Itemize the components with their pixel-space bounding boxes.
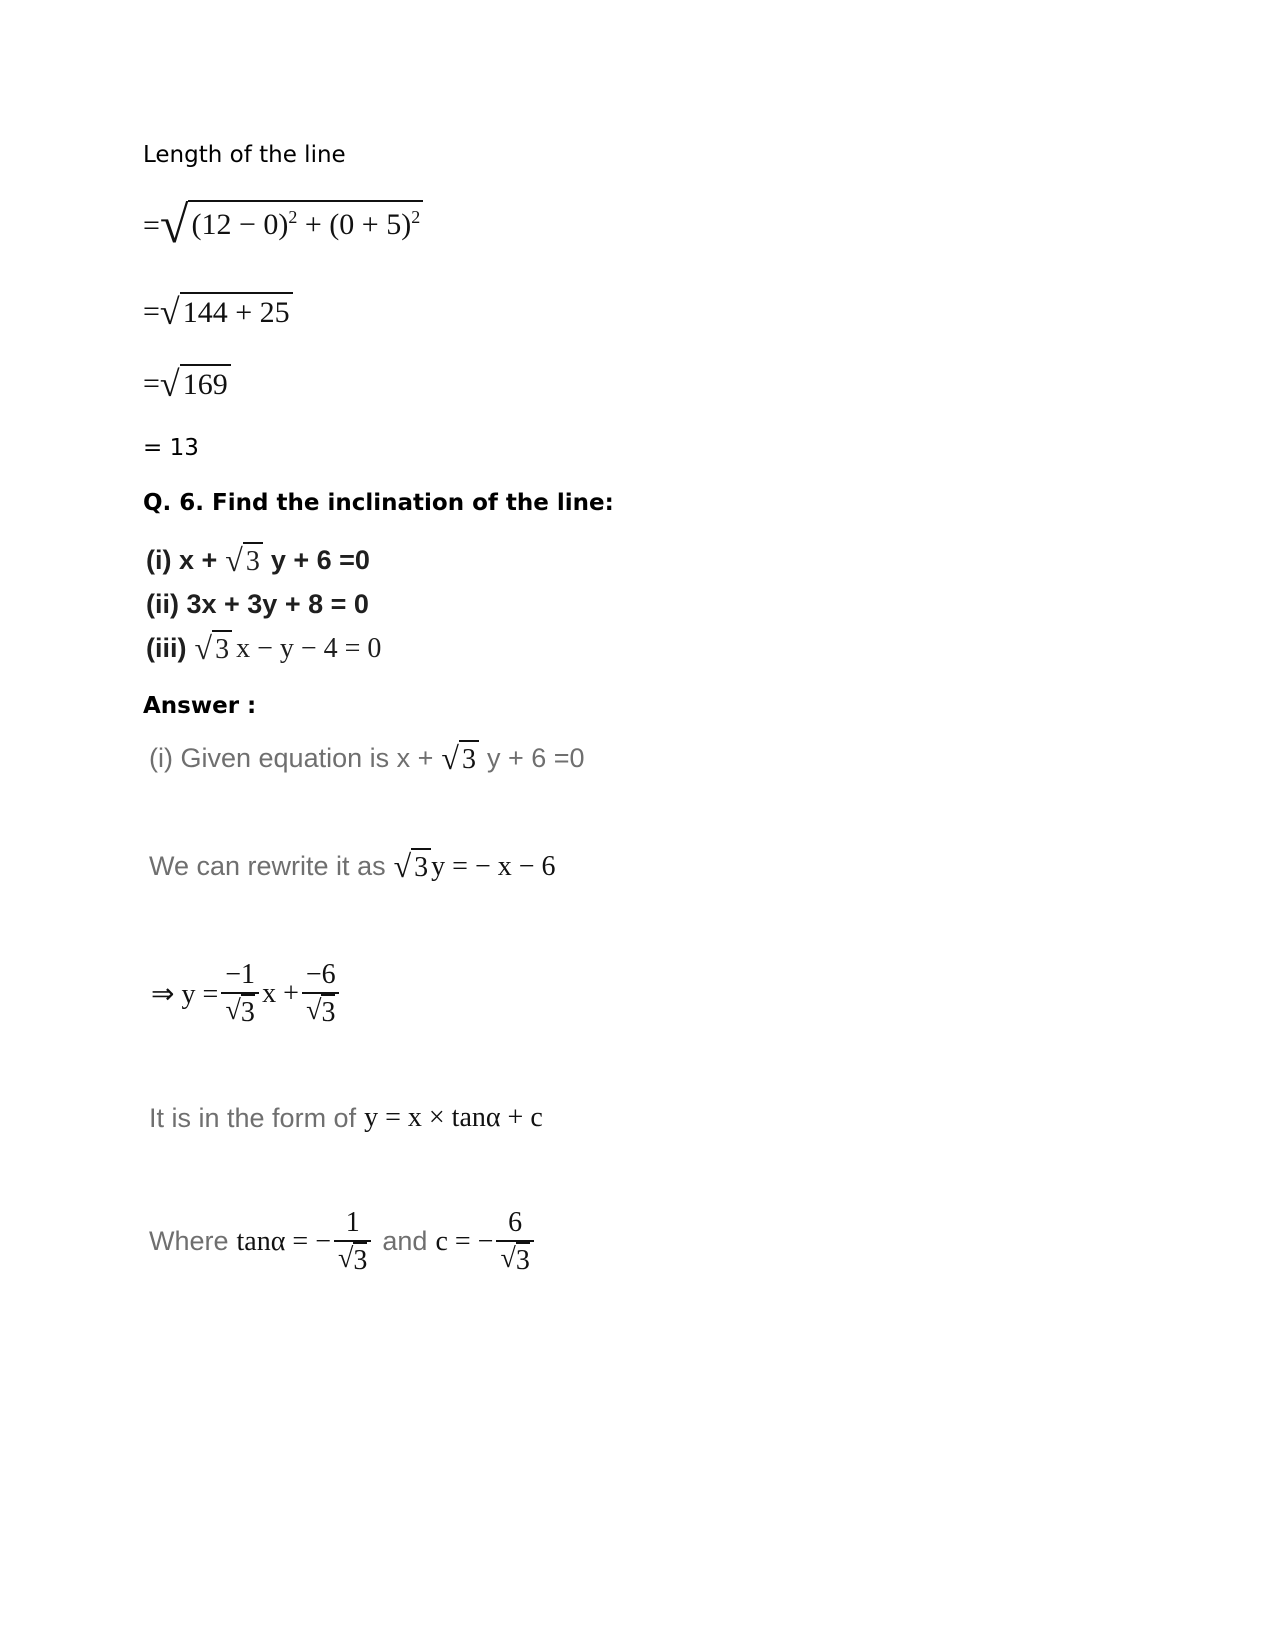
sqrt-expression	[441, 740, 479, 777]
sqrt-expression	[160, 292, 293, 332]
answer-form	[149, 1102, 543, 1134]
fraction-denominator	[221, 992, 258, 1030]
radicand: 3	[212, 630, 232, 667]
sqrt-icon: √	[159, 197, 189, 254]
radicand: 144 + 25	[180, 292, 293, 332]
sqrt-expression	[225, 542, 263, 579]
radicand: 3	[353, 1242, 367, 1278]
sqrt-expression	[159, 197, 423, 254]
sqrt-icon: √	[225, 994, 241, 1026]
fraction-1	[334, 1206, 371, 1277]
question-title: Q. 6. Find the inclination of the line:	[143, 490, 614, 516]
radicand: 169	[180, 364, 231, 404]
radicand: 3	[241, 994, 255, 1030]
rewrite-rest: y = − x − 6	[431, 850, 556, 882]
fraction-2	[302, 958, 340, 1029]
sqrt-icon: √	[500, 1242, 516, 1274]
where-text: Where	[149, 1226, 229, 1257]
where-c: c = −	[435, 1225, 494, 1257]
radicand	[188, 200, 423, 252]
where-tan: tanα = −	[236, 1225, 331, 1257]
fraction-numerator: −6	[305, 959, 336, 990]
sqrt-expression	[160, 364, 231, 404]
length-heading: Length of the line	[143, 142, 346, 168]
radicand: 3	[243, 542, 263, 579]
sqrt-icon: √	[159, 364, 180, 404]
equals-sign: =	[143, 367, 160, 400]
implies-mid: x +	[262, 977, 299, 1009]
answer-given	[149, 740, 585, 777]
part-iii-label: (iii)	[146, 633, 187, 663]
form-text: It is in the form of	[149, 1102, 357, 1133]
sqrt-icon: √	[393, 848, 412, 884]
sqrt-icon: √	[225, 542, 243, 578]
radicand: 3	[516, 1242, 530, 1278]
where-and: and	[382, 1226, 428, 1257]
fraction-denominator	[302, 992, 339, 1030]
sqrt-icon: √	[159, 292, 180, 332]
sqrt-icon: √	[306, 994, 322, 1026]
fraction-denominator	[496, 1240, 533, 1278]
radicand: 3	[411, 848, 431, 885]
question-part-i	[146, 542, 370, 579]
fraction-numerator: 1	[345, 1207, 360, 1238]
answer-where	[149, 1206, 537, 1277]
equals-sign: =	[143, 295, 160, 328]
given-text: (i) Given equation is x +	[149, 743, 434, 773]
answer-rewrite	[149, 848, 556, 885]
answer-implies	[151, 958, 343, 1029]
sqrt-expression	[195, 630, 233, 667]
form-math: y = x × tanα + c	[364, 1102, 543, 1133]
fraction-numerator: 6	[508, 1207, 523, 1238]
fraction-2	[496, 1206, 533, 1277]
exponent-2: 2	[411, 207, 421, 227]
part-iii-rest: x − y − 4 = 0	[236, 632, 382, 664]
term-2: (0 + 5)	[329, 208, 412, 241]
fraction-1	[221, 958, 259, 1029]
length-step-2	[143, 292, 293, 332]
length-step-1	[143, 197, 423, 254]
rewrite-text: We can rewrite it as	[149, 851, 386, 881]
equals-sign: =	[143, 209, 160, 242]
implies-arrow: ⇒ y =	[151, 978, 219, 1010]
exponent-1: 2	[288, 207, 298, 227]
fraction-numerator: −1	[225, 959, 256, 990]
radicand: 3	[321, 994, 335, 1030]
length-step-3	[143, 364, 231, 404]
fraction-denominator	[334, 1240, 371, 1278]
sqrt-expression	[394, 848, 432, 885]
term-1: (12 − 0)	[191, 208, 289, 241]
sqrt-icon: √	[338, 1242, 354, 1274]
question-part-ii: (ii) 3x + 3y + 8 = 0	[146, 589, 369, 619]
part-i-label: (i) x +	[146, 545, 218, 575]
answer-label: Answer :	[143, 693, 257, 719]
part-i-rest: y + 6 =0	[270, 545, 370, 575]
given-rest: y + 6 =0	[486, 743, 585, 773]
length-result: = 13	[143, 435, 199, 461]
question-part-iii	[146, 630, 381, 667]
plus-sign: +	[304, 208, 322, 241]
sqrt-icon: √	[441, 740, 459, 776]
radicand: 3	[459, 740, 479, 777]
sqrt-icon: √	[194, 630, 213, 666]
